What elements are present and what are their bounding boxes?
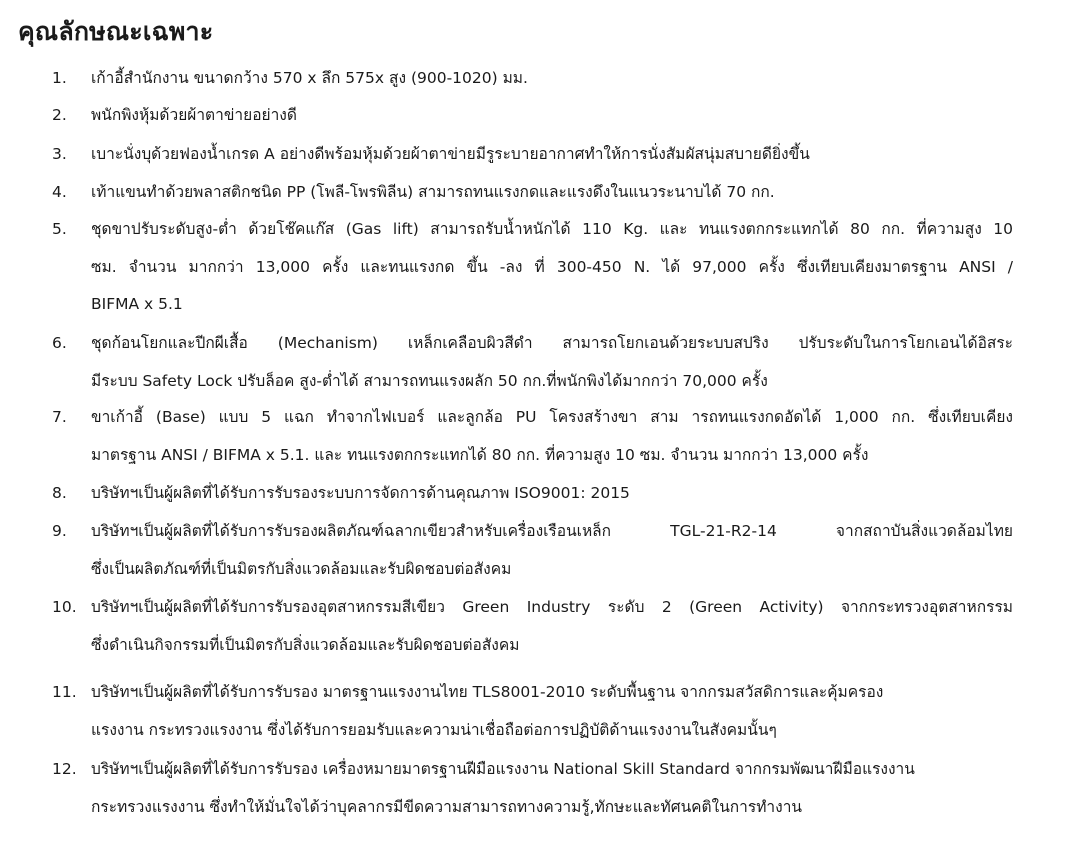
item-number: 12. [52,760,77,778]
item-number: 8. [52,484,67,502]
item-line: มาตรฐาน ANSI / BIFMA x 5.1. และ ทนแรงตกกระแทกได้ 80 กก. ที่ความสูง 10 ซม. จำนวน มากกว่า 13,000 ครั้ง [91,445,869,464]
item-line: กระทรวงแรงงาน ซึ่งทำให้มั่นใจได้ว่าบุคลากรมีขีดความสามารถทางความรู้,ทักษะและทัศนคติในการทำงาน [91,797,802,816]
item-text [91,136,1013,174]
item-number: 6. [52,334,67,352]
item-line: บริษัทฯเป็นผู้ผลิตที่ได้รับการรับรอง เครื่องหมายมาตรฐานฝีมือแรงงาน National Skill Standard จากกรมพัฒนาฝีมือแรงงาน [91,760,915,778]
item-number: 4. [52,183,67,201]
item-line: พนักพิงหุ้มด้วยผ้าตาข่ายอย่างดี [91,106,297,124]
item-text [91,399,1013,474]
item-line: BIFMA x 5.1 [91,295,183,313]
item-text [91,513,1013,588]
item-text [91,674,1013,749]
item-text [91,325,1013,400]
item-text [91,751,1013,826]
item-line: เบาะนั่งบุด้วยฟองน้ำเกรด A อย่างดีพร้อมหุ้มด้วยผ้าตาข่ายมีรูระบายอากาศทำให้การนั่งสัมผัสนุ่มสบายดียิ่งขึ้น [91,145,810,163]
item-line: มีระบบ Safety Lock ปรับล็อค สูง-ต่ำได้ สามารถทนแรงผลัก 50 กก.ที่พนักพิงได้มากกว่า 70,000 ครั้ง [91,371,768,390]
item-number: 3. [52,145,67,163]
item-number: 5. [52,220,67,238]
item-line: บริษัทฯเป็นผู้ผลิตที่ได้รับการรับรองผลิตภัณฑ์ฉลากเขียวสำหรับเครื่องเรือนเหล็ก TGL-21-R2-14 จากสถาบันสิ่งแวดล้อมไทย [91,522,1013,540]
item-text [91,60,1013,98]
item-number: 1. [52,69,67,87]
item-number: 2. [52,106,67,124]
item-number: 10. [52,598,77,616]
item-number: 11. [52,683,77,701]
item-number: 9. [52,522,67,540]
item-text [91,475,1013,513]
item-line: ซม. จำนวน มากกว่า 13,000 ครั้ง และทนแรงกด ขึ้น -ลง ที่ 300-450 N. ได้ 97,000 ครั้ง ซึ่งเทียบเคียงมาตรฐาน ANSI / [91,257,1013,276]
item-line: ซึ่งเป็นผลิตภัณฑ์ที่เป็นมิตรกับสิ่งแวดล้อมและรับผิดชอบต่อสังคม [91,559,512,578]
item-text [91,211,1013,324]
item-line: ชุดก้อนโยกและปีกผีเสื้อ (Mechanism) เหล็กเคลือบผิวสีดำ สามารถโยกเอนด้วยระบบสปริง ปรับระดับในการโยกเอนได้อิสระ [91,334,1013,352]
item-number: 7. [52,408,67,426]
item-text [91,589,1013,664]
document-title: คุณลักษณะเฉพาะ [18,17,214,46]
item-line: บริษัทฯเป็นผู้ผลิตที่ได้รับการรับรองระบบการจัดการด้านคุณภาพ ISO9001: 2015 [91,484,630,502]
item-line: บริษัทฯเป็นผู้ผลิตที่ได้รับการรับรองอุตสาหกรรมสีเขียว Green Industry ระดับ 2 (Green Activity) จากกระทรวงอุตสาหกรรม [91,598,1013,616]
item-line: แรงงาน กระทรวงแรงงาน ซึ่งได้รับการยอมรับและความน่าเชื่อถือต่อการปฏิบัติด้านแรงงานในสังคมนั้นๆ [91,720,777,739]
item-line: เท้าแขนทำด้วยพลาสติกชนิด PP (โพลี-โพรพิลีน) สามารถทนแรงกดและแรงดึงในแนวระนาบได้ 70 กก. [91,183,775,201]
item-line: บริษัทฯเป็นผู้ผลิตที่ได้รับการรับรอง มาตรฐานแรงงานไทย TLS8001-2010 ระดับพื้นฐาน จากกรมสวัสดิการและคุ้มครอง [91,683,884,701]
item-text [91,97,1013,135]
item-line: เก้าอี้สำนักงาน ขนาดกว้าง 570 x ลึก 575x สูง (900-1020) มม. [91,69,528,87]
item-text [91,174,1013,212]
item-line: ชุดขาปรับระดับสูง-ต่ำ ด้วยโช๊คแก๊ส (Gas lift) สามารถรับน้ำหนักได้ 110 Kg. และ ทนแรงตกกระแทกได้ 80 กก. ที่ความสูง 10 [91,220,1013,238]
item-line: ขาเก้าอี้ (Base) แบบ 5 แฉก ทำจากไฟเบอร์ และลูกล้อ PU โครงสร้างขา สาม ารถทนแรงกดอัดได้ 1,000 กก. ซึ่งเทียบเคียง [91,408,1013,426]
item-line: ซึ่งดำเนินกิจกรรมที่เป็นมิตรกับสิ่งแวดล้อมและรับผิดชอบต่อสังคม [91,635,520,654]
